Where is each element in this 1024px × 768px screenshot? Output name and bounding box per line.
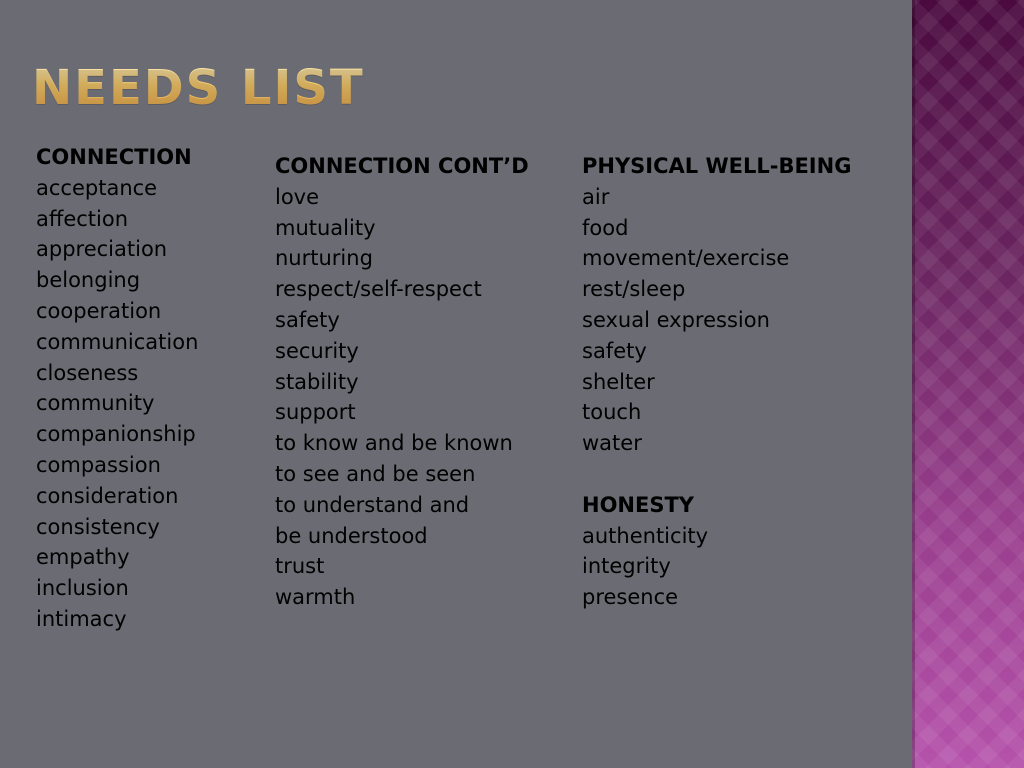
list-item: shelter: [582, 369, 655, 394]
decorative-side-band: [912, 0, 1024, 768]
list-item: safety: [582, 338, 647, 363]
list-item: companionship: [36, 422, 196, 447]
list-item: belonging: [36, 268, 141, 293]
list-item: mutuality: [275, 215, 376, 240]
list-item: closeness: [36, 360, 139, 385]
list-item: acceptance: [36, 175, 158, 200]
slide-title: NEEDS LIST: [32, 60, 365, 116]
list-item: to understand and: [275, 492, 470, 517]
needs-list: [36, 173, 198, 635]
list-item: security: [275, 338, 359, 363]
list-item: stability: [275, 369, 359, 394]
group-heading: CONNECTION CONT’D: [275, 154, 529, 178]
list-item: water: [582, 431, 642, 456]
list-item: to see and be seen: [275, 461, 476, 486]
list-item: compassion: [36, 452, 161, 477]
list-item: to know and be known: [275, 431, 513, 456]
list-item: community: [36, 391, 155, 416]
needs-list: [275, 182, 529, 613]
list-item: be understood: [275, 523, 428, 548]
list-item: love: [275, 184, 320, 209]
list-item: rest/sleep: [582, 277, 686, 302]
list-item: movement/exercise: [582, 246, 790, 271]
group-heading: PHYSICAL WELL-BEING: [582, 154, 852, 178]
list-item: inclusion: [36, 576, 129, 601]
list-item: nurturing: [275, 246, 373, 271]
list-item: warmth: [275, 585, 356, 610]
list-item: consideration: [36, 483, 179, 508]
list-item: intimacy: [36, 606, 127, 631]
list-item: food: [582, 215, 629, 240]
list-item: support: [275, 400, 356, 425]
list-item: cooperation: [36, 298, 162, 323]
list-item: respect/self-respect: [275, 277, 482, 302]
needs-list: [582, 521, 851, 613]
group-heading: HONESTY: [582, 492, 695, 517]
list-item: affection: [36, 206, 129, 231]
column-connection: [36, 142, 198, 635]
needs-list: [582, 182, 851, 459]
list-item: appreciation: [36, 237, 168, 262]
list-item: sexual expression: [582, 307, 770, 332]
list-item: touch: [582, 400, 642, 425]
group-spacer: [582, 459, 851, 490]
group-heading: CONNECTION: [36, 145, 192, 169]
list-item: empathy: [36, 545, 130, 570]
list-item: safety: [275, 307, 340, 332]
list-item: communication: [36, 329, 199, 354]
list-item: trust: [275, 554, 325, 579]
list-item: air: [582, 184, 610, 209]
list-item: consistency: [36, 514, 160, 539]
column-connection-contd: [275, 151, 529, 613]
list-item: integrity: [582, 554, 671, 579]
column-physical-honesty: [582, 151, 851, 613]
list-item: authenticity: [582, 523, 709, 548]
list-item: presence: [582, 585, 679, 610]
